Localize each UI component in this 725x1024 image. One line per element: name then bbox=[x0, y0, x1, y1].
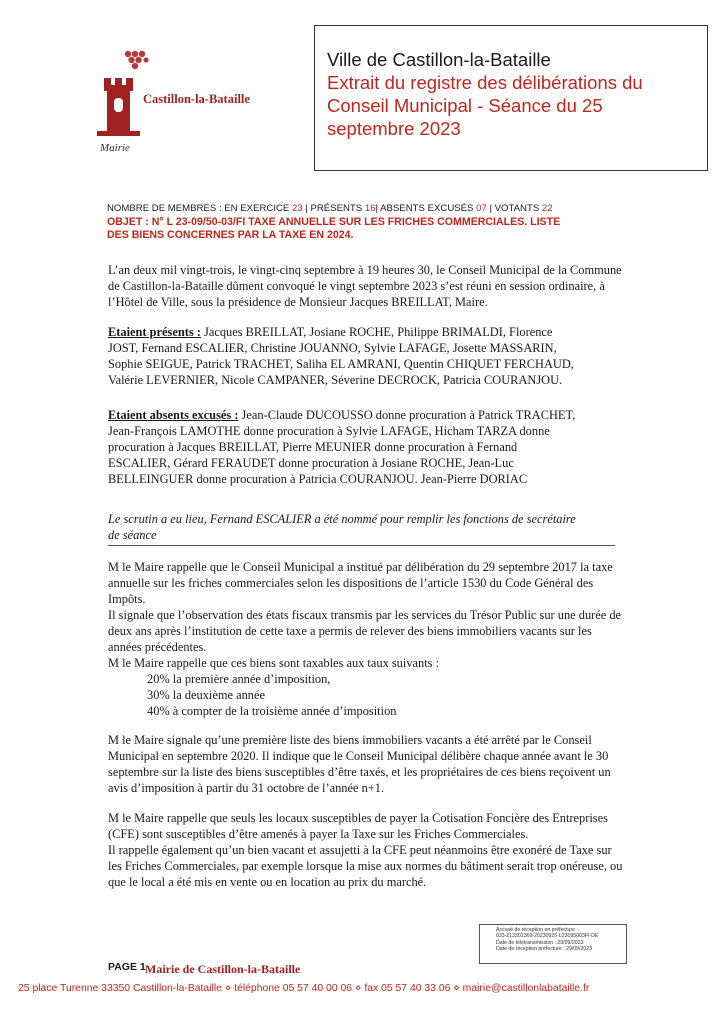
p5-line-1: M le Maire rappelle que seuls les locaux susceptibles de payer la Cotisation Foncière des Entreprises bbox=[108, 811, 608, 825]
page-number: PAGE 1 bbox=[108, 961, 146, 973]
tax-rates-list bbox=[147, 671, 396, 719]
absents-line-2: Jean-François LAMOTHE donne procuration à Sylvie LAFAGE, Hicham TARZA donne bbox=[108, 424, 550, 438]
p3-line-1: M le Maire rappelle que ces biens sont taxables aux taux suivants : bbox=[108, 656, 440, 670]
presents-line-2: JOST, Fernand ESCALIER, Christine JOUANNO, Sylvie LAFAGE, Josette MASSARIN, bbox=[108, 341, 557, 355]
subject-line-1: OBJET : N° L 23-09/50-03/FI TAXE ANNUELLE SUR LES FRICHES COMMERCIALES. LISTE bbox=[107, 216, 561, 228]
absents-line-1: Jean-Claude DUCOUSSO donne procuration à Patrick TRACHET, bbox=[238, 408, 576, 422]
p6-line-3: que le local a été mis en vente ou en location au prix du marché. bbox=[108, 875, 427, 889]
document-title-box bbox=[314, 25, 708, 171]
members-presents: 16 bbox=[364, 203, 376, 214]
members-label-votants: | VOTANTS bbox=[486, 203, 542, 214]
logo-town-name: Castillon-la-Bataille bbox=[143, 92, 250, 106]
members-label-exercice: NOMBRE DE MEMBRES : EN EXERCICE bbox=[107, 203, 292, 214]
absents-label: Etaient absents excusés : bbox=[108, 408, 239, 422]
paragraph-list bbox=[108, 732, 613, 796]
p2-line-3: années précédentes. bbox=[108, 640, 207, 654]
presents-line-1: Jacques BREILLAT, Josiane ROCHE, Philippe BRIMALDI, Florence bbox=[200, 325, 553, 339]
members-votants: 22 bbox=[541, 203, 553, 214]
intro-line-1: L’an deux mil vingt-trois, le vingt-cinq septembre à 19 heures 30, le Conseil Municipal de la Commune bbox=[108, 263, 622, 277]
intro-line-3: l’Hôtel de Ville, sous la présidence de Monsieur Jacques BREILLAT, Maire. bbox=[108, 295, 488, 309]
footer-mairie-name: Mairie de Castillon-la-Bataille bbox=[145, 962, 301, 976]
absents-line-3: procuration à Jacques BREILLAT, Pierre MEUNIER donne procuration à Fernand bbox=[108, 440, 518, 454]
logo-subtitle: Mairie bbox=[100, 142, 130, 154]
p5-line-2: (CFE) sont susceptibles d’être amenés à payer la Taxe sur les Friches Commerciales. bbox=[108, 827, 529, 841]
paragraph-institution bbox=[108, 559, 622, 671]
rate-year-2: 30% la deuxième année bbox=[147, 688, 266, 702]
absents-line-5: BELLEINGUER donne procuration à Patricia COURANJOU. Jean-Pierre DORIAC bbox=[108, 472, 528, 486]
title-line-4: septembre 2023 bbox=[327, 118, 461, 139]
stamp-line-2: 033-213301369-20230925-L23095003FI-DE bbox=[496, 933, 599, 940]
stamp-line-4: Date de réception préfecture : 29/09/2023 bbox=[496, 946, 593, 953]
town-logo bbox=[92, 48, 292, 158]
section-divider bbox=[108, 545, 615, 546]
presents-line-3: Sophie SEIGUE, Patrick TRACHET, Saliha EL AMRANI, Quentin CHIQUET FERCHAUD, bbox=[108, 357, 574, 371]
p4-line-1: M le Maire signale qu’une première liste des biens immobiliers vacants a été arrêté par le Conseil bbox=[108, 733, 592, 747]
p6-line-2: les Friches Commerciales, par exemple lorsque la mise aux normes du bâtiment serait trop onéreuse, ou bbox=[108, 859, 623, 873]
absents-paragraph bbox=[108, 407, 613, 487]
members-label-absents: | ABSENTS EXCUSÉS bbox=[375, 203, 477, 214]
rate-year-3: 40% à compter de la troisième année d’imposition bbox=[147, 704, 397, 718]
members-label-presents: | PRÉSENTS bbox=[302, 203, 365, 214]
rate-year-1: 20% la première année d’imposition, bbox=[147, 672, 331, 686]
p4-line-4: avis d’imposition à partir du 31 octobre de l’année n+1. bbox=[108, 781, 385, 795]
intro-line-2: de Castillon-la-Bataille dûment convoqué le vingt septembre 2023 s’est réuni en session ordinaire, à bbox=[108, 279, 605, 293]
scrutin-paragraph bbox=[108, 511, 613, 543]
title-town: Ville de Castillon-la-Bataille bbox=[327, 49, 551, 70]
stamp-line-3: Date de télétransmission : 29/09/2023 bbox=[496, 939, 584, 946]
p1-line-3: Impôts. bbox=[108, 592, 146, 606]
p2-line-1: Il signale que l’observation des états fiscaux transmis par les services du Trésor Public sur une durée de bbox=[108, 608, 622, 622]
p4-line-3: septembre sur la liste des biens susceptibles d’être taxés, et les propriétaires de ces biens reçoivent un bbox=[108, 765, 611, 779]
presents-line-4: Valérie LEVERNIER, Nicole CAMPANER, Séverine DECROCK, Patricia COURANJOU. bbox=[108, 373, 563, 387]
presents-label: Etaient présents : bbox=[108, 325, 201, 339]
prefecture-receipt-stamp bbox=[479, 924, 627, 964]
presents-paragraph bbox=[108, 324, 613, 388]
members-absents: 07 bbox=[476, 203, 487, 214]
members-count bbox=[107, 203, 553, 214]
intro-paragraph bbox=[108, 262, 622, 310]
absents-line-4: ESCALIER, Gérard FERAUDET donne procuration à Josiane ROCHE, Jean-Luc bbox=[108, 456, 514, 470]
p6-line-1: Il rappelle également qu’un bien vacant et assujetti à la CFE peut néanmoins être exonéré de Taxe sur bbox=[108, 843, 612, 857]
deliberation-subject bbox=[107, 216, 627, 242]
footer-address: 25 place Turenne 33350 Castillon-la-Bataille ⋄ téléphone 05 57 40 00 06 ⋄ fax 05 57 40 33 06 ⋄ mairie@castillonlabataille.fr bbox=[18, 983, 590, 994]
p1-line-2: annuelle sur les friches commerciales selon les dispositions de l’article 1530 du Code Général des bbox=[108, 576, 594, 590]
title-line-2: Extrait du registre des délibérations du bbox=[327, 72, 643, 93]
scrutin-line-1: Le scrutin a eu lieu, Fernand ESCALIER a été nommé pour remplir les fonctions de secrétaire bbox=[108, 512, 576, 526]
members-en-exercice: 23 bbox=[291, 203, 303, 214]
scrutin-line-2: de séance bbox=[108, 528, 157, 542]
title-line-3: Conseil Municipal - Séance du 25 bbox=[327, 95, 603, 116]
p4-line-2: Municipal en septembre 2020. Il indique que le Conseil Municipal délibère chaque année avant le 30 bbox=[108, 749, 609, 763]
paragraph-cfe bbox=[108, 810, 623, 890]
subject-line-2: DES BIENS CONCERNES PAR LA TAXE EN 2024. bbox=[107, 229, 354, 241]
p1-line-1: M le Maire rappelle que le Conseil Municipal a institué par délibération du 29 septembre 2017 la taxe bbox=[108, 560, 613, 574]
p2-line-2: deux ans après l’institution de cette taxe a permis de relever des biens immobiliers vacants sur les bbox=[108, 624, 592, 638]
stamp-line-1: Accusé de réception en préfecture bbox=[496, 927, 576, 933]
